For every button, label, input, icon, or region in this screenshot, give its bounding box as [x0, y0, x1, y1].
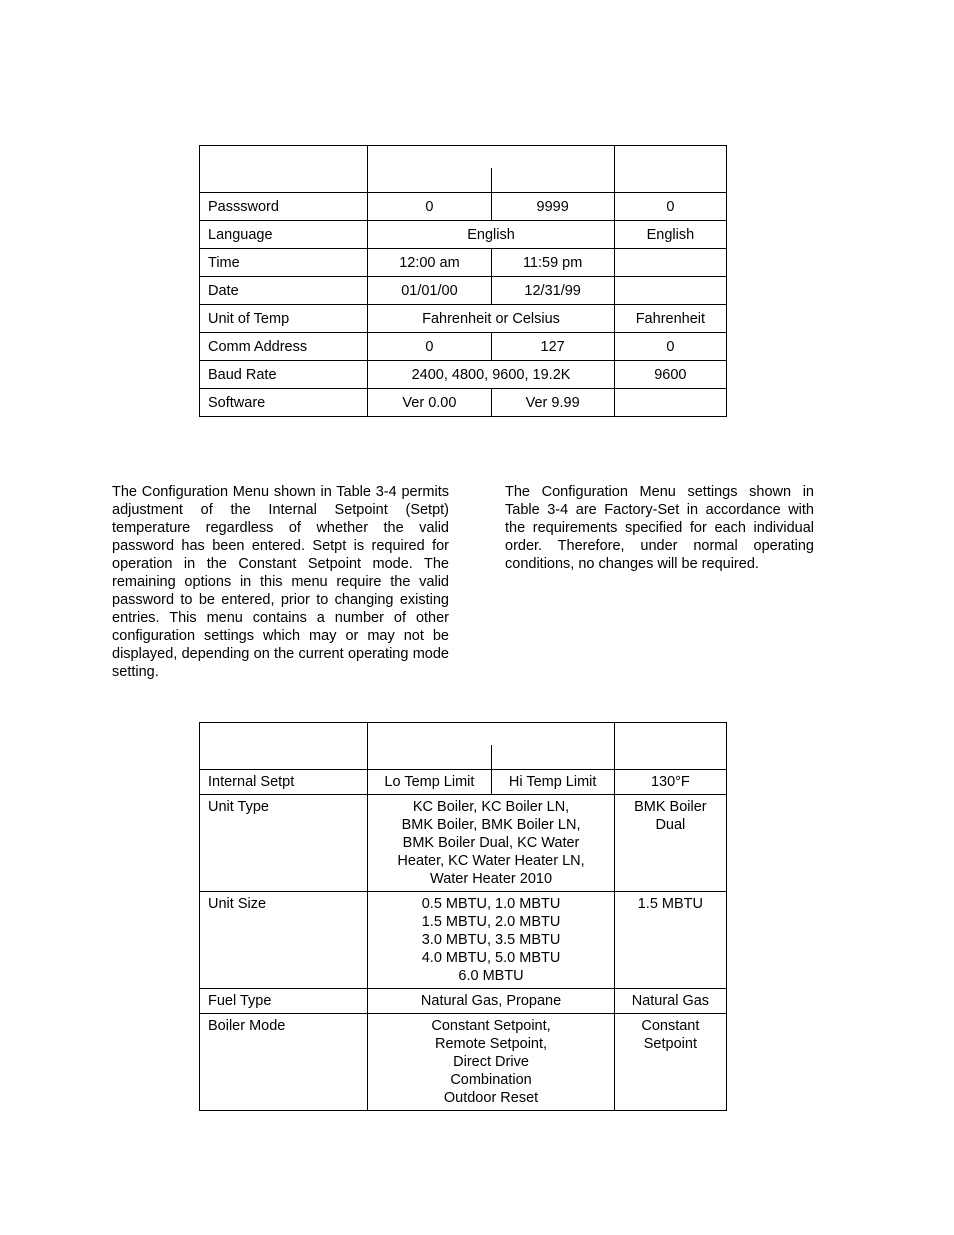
range-cell	[368, 892, 614, 989]
table-row	[200, 389, 727, 417]
item-cell: Software	[200, 389, 368, 417]
default-cell	[614, 795, 726, 892]
table-row	[200, 770, 727, 795]
item-cell: Boiler Mode	[200, 1014, 368, 1111]
range-line: Direct Drive	[453, 1054, 529, 1070]
range-cell	[368, 1014, 614, 1111]
lo-cell: Ver 0.00	[368, 389, 491, 417]
table-row	[200, 221, 727, 249]
item-cell: Unit Type	[200, 795, 368, 892]
range-cell	[368, 795, 614, 892]
table-row	[200, 795, 727, 892]
configuration-menu-table	[199, 722, 727, 1111]
hi-cell: 11:59 pm	[491, 249, 614, 277]
item-cell: Internal Setpt	[200, 770, 368, 795]
table-row	[200, 1014, 727, 1111]
header-range-cell	[368, 146, 614, 193]
range-line: 6.0 MBTU	[458, 968, 524, 984]
operating-menu-table	[199, 145, 727, 417]
default-line: Setpoint	[643, 1036, 697, 1052]
item-cell: Comm Address	[200, 333, 368, 361]
lo-cell: 0	[368, 193, 491, 221]
lo-cell: 0	[368, 333, 491, 361]
range-cell: Natural Gas, Propane	[368, 989, 614, 1014]
range-line: Constant Setpoint,	[431, 1018, 551, 1034]
range-line: BMK Boiler Dual, KC Water	[402, 835, 580, 851]
item-cell: Baud Rate	[200, 361, 368, 389]
range-line: 1.5 MBTU, 2.0 MBTU	[421, 914, 561, 930]
table-row	[200, 361, 727, 389]
item-cell: Language	[200, 221, 368, 249]
default-line: BMK Boiler	[634, 799, 707, 815]
range-line: 4.0 MBTU, 5.0 MBTU	[421, 950, 561, 966]
default-cell: English	[614, 221, 726, 249]
default-cell	[614, 277, 726, 305]
default-cell: Fahrenheit	[614, 305, 726, 333]
range-line: Water Heater 2010	[430, 871, 553, 887]
item-cell: Unit of Temp	[200, 305, 368, 333]
header-cell	[614, 146, 726, 193]
default-cell	[614, 892, 726, 989]
default-cell	[614, 1014, 726, 1111]
table-row	[200, 989, 727, 1014]
item-cell: Passsword	[200, 193, 368, 221]
header-cell	[200, 146, 368, 193]
item-cell: Unit Size	[200, 892, 368, 989]
default-line: Dual	[655, 817, 686, 833]
hi-cell: 9999	[491, 193, 614, 221]
table-row	[200, 277, 727, 305]
item-cell: Date	[200, 277, 368, 305]
hi-cell: 12/31/99	[491, 277, 614, 305]
hi-cell: Ver 9.99	[491, 389, 614, 417]
header-cell	[614, 723, 726, 770]
range-line: Outdoor Reset	[443, 1090, 539, 1106]
range-cell: 2400, 4800, 9600, 19.2K	[368, 361, 614, 389]
table-row	[200, 333, 727, 361]
default-cell	[614, 389, 726, 417]
default-cell: 130°F	[614, 770, 726, 795]
table-row	[200, 305, 727, 333]
default-line: Constant	[641, 1018, 700, 1034]
table-row	[200, 193, 727, 221]
body-paragraph-right: The Configuration Menu settings shown in Table 3-4 are Factory-Set in accordance with the requirements specified for each individual order. Therefore, under normal operating conditions, no changes will be required.	[505, 484, 814, 572]
range-line: BMK Boiler, BMK Boiler LN,	[401, 817, 581, 833]
range-cell: Fahrenheit or Celsius	[368, 305, 614, 333]
hi-cell: Hi Temp Limit	[491, 770, 614, 795]
table-header-row	[200, 146, 727, 193]
header-range-cell	[368, 723, 614, 770]
range-line: KC Boiler, KC Boiler LN,	[412, 799, 570, 815]
default-cell: 9600	[614, 361, 726, 389]
table-row	[200, 892, 727, 989]
body-paragraph-left: The Configuration Menu shown in Table 3-4 permits adjustment of the Internal Setpoint (Setpt) temperature regardless of whether the valid password has been entered. Setpt is required for operation in the Constant Setpoint mode. The remaining options in this menu require the valid password to be entered, prior to changing existing entries. This menu contains a number of other configuration settings which may or may not be displayed, depending on the current operating mode setting.	[112, 484, 449, 680]
lo-cell: 01/01/00	[368, 277, 491, 305]
header-cell	[200, 723, 368, 770]
hi-cell: 127	[491, 333, 614, 361]
range-line: Remote Setpoint,	[435, 1036, 548, 1052]
lo-cell: 12:00 am	[368, 249, 491, 277]
default-cell: 0	[614, 333, 726, 361]
range-line: 0.5 MBTU, 1.0 MBTU	[421, 896, 561, 912]
default-cell: Natural Gas	[614, 989, 726, 1014]
range-line: Heater, KC Water Heater LN,	[397, 853, 585, 869]
range-cell: English	[368, 221, 614, 249]
table-header-row	[200, 723, 727, 770]
table-row	[200, 249, 727, 277]
lo-cell: Lo Temp Limit	[368, 770, 491, 795]
range-line: 3.0 MBTU, 3.5 MBTU	[421, 932, 561, 948]
default-line: 1.5 MBTU	[637, 896, 703, 912]
default-cell: 0	[614, 193, 726, 221]
item-cell: Time	[200, 249, 368, 277]
item-cell: Fuel Type	[200, 989, 368, 1014]
range-line: Combination	[450, 1072, 532, 1088]
default-cell	[614, 249, 726, 277]
